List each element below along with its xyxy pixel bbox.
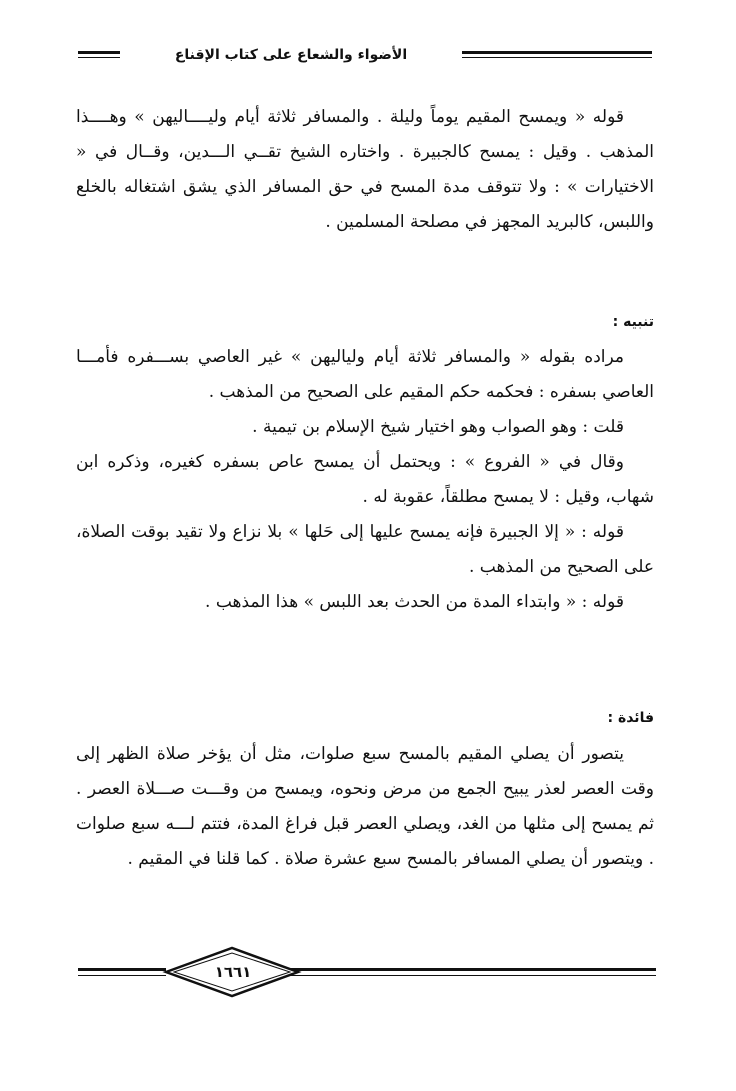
note-section [76,340,654,620]
section-heading-note: تنبيه : [612,314,654,330]
header-rule-right [462,51,652,58]
benefit-section [76,737,654,877]
section-heading-benefit: فائدة : [607,710,654,726]
footer-rule-left [78,968,166,976]
paragraph: مراده بقوله « والمسافر ثلاثة أيام ولياليهن » غير العاصي بســـفره فأمـــا العاصي بسفره : فحكمه حكم المقيم على الصحيح من المذهب . [76,347,654,402]
header-rule-left [78,51,120,58]
paragraph: قوله « ويمسح المقيم يوماً وليلة . والمسافر ثلاثة أيام وليــــاليهن » وهــــذا المذهب . وقيل : يمسح كالجبيرة . واختاره الشيخ تقــي الـــدين، وقــال في « الاختيارات » : ولا تتوقف مدة المسح في حق المسافر الذي يشق اشتغاله بالخلع واللبس، كالبريد المجهز في مصلحة المسلمين . [76,107,654,232]
footer-rule-right [286,968,656,976]
paragraph: قوله : « إلا الجبيرة فإنه يمسح عليها إلى حَلها » بلا نزاع ولا تقيد بوقت الصلاة، على الصحيح من المذهب . [76,522,654,577]
paragraph: قوله : « وابتداء المدة من الحدث بعد اللبس » هذا المذهب . [205,592,624,612]
paragraph: قلت : وهو الصواب وهو اختيار شيخ الإسلام بن تيمية . [252,417,624,437]
paragraph: يتصور أن يصلي المقيم بالمسح سبع صلوات، مثل أن يؤخر صلاة الظهر إلى وقت العصر لعذر يبيح الجمع من مرض ونحوه، ويمسح من وقـــت صـــلاة العصر . ثم يمسح إلى مثلها من الغد، ويصلي العصر قبل فراغ المدة، فتتم لـــه سبع صلوات . ويتصور أن يصلي المسافر بالمسح سبع عشرة صلاة . كما قلنا في المقيم . [76,744,654,869]
running-header [78,40,652,70]
page-footer [78,944,656,1000]
opening-commentary [76,100,654,240]
page-number: ١٦٦١ [214,963,252,981]
paragraph: وقال في « الفروع » : ويحتمل أن يمسح عاص بسفره كغيره، وذكره ابن شهاب، وقيل : لا يمسح مطلقاً، عقوبة له . [76,452,654,507]
book-title: الأضواء والشعاع على كتاب الإقناع [174,47,408,63]
